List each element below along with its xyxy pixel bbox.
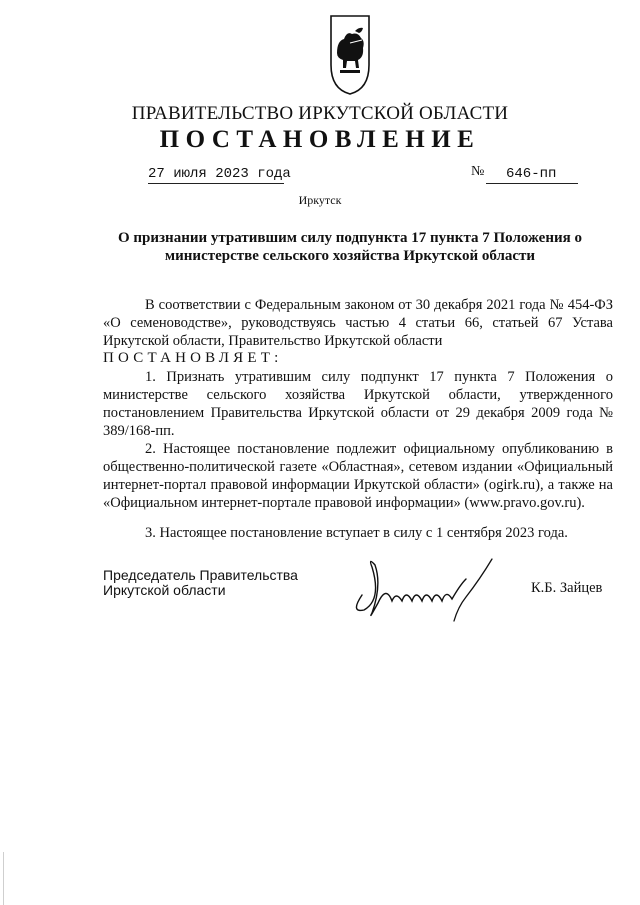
irkutsk-coat-of-arms-icon xyxy=(328,13,372,97)
preamble-paragraph: В соответствии с Федеральным законом от 30 декабря 2021 года № 454-ФЗ «О семеноводстве», руководствуясь частью 4 статьи 66, статьей 67 Устава Иркутской области, Правительство Иркутской области xyxy=(103,297,613,349)
document-number: 646-пп xyxy=(506,166,557,182)
item-paragraph-2: 2. Настоящее постановление подлежит официальному опубликованию в общественно-политической газете «Областная», сетевом издании «Официальный интернет-портал правовой информации Иркутской области» (ogirk.ru), а также на «Официальном интернет-портале правовой информации» (www.pravo.gov.ru). xyxy=(103,441,613,511)
signer-position xyxy=(103,568,298,598)
item-paragraph-1: 1. Признать утратившим силу подпункт 17 пункта 7 Положения о министерстве сельского хозяйства Иркутской области, утвержденного постановлением Правительства Иркутской области от 29 декабря 2009 года № 389/168-пп. xyxy=(103,369,613,439)
number-sign: № xyxy=(471,164,485,179)
decree-word: ПОСТАНОВЛЯЕТ: xyxy=(103,350,283,366)
date-underline xyxy=(148,183,284,184)
scan-edge-mark xyxy=(3,852,4,905)
government-name: ПРАВИТЕЛЬСТВО ИРКУТСКОЙ ОБЛАСТИ xyxy=(131,103,509,124)
signer-position-line-1: Председатель Правительства xyxy=(103,567,298,583)
item-paragraph-3: 3. Настоящее постановление вступает в силу с 1 сентября 2023 года. xyxy=(145,525,568,541)
handwritten-signature xyxy=(342,555,507,625)
document-type-heading: ПОСТАНОВЛЕНИЕ xyxy=(159,126,481,153)
document-date: 27 июля 2023 года xyxy=(148,166,291,182)
signer-name: К.Б. Зайцев xyxy=(531,580,603,596)
document-title: О признании утратившим силу подпункта 17 пункта 7 Положения о министерстве сельского хозяйства Иркутской области xyxy=(117,230,582,264)
city-name: Иркутск xyxy=(298,193,342,207)
signer-position-line-2: Иркутской области xyxy=(103,582,226,598)
number-underline xyxy=(486,183,578,184)
